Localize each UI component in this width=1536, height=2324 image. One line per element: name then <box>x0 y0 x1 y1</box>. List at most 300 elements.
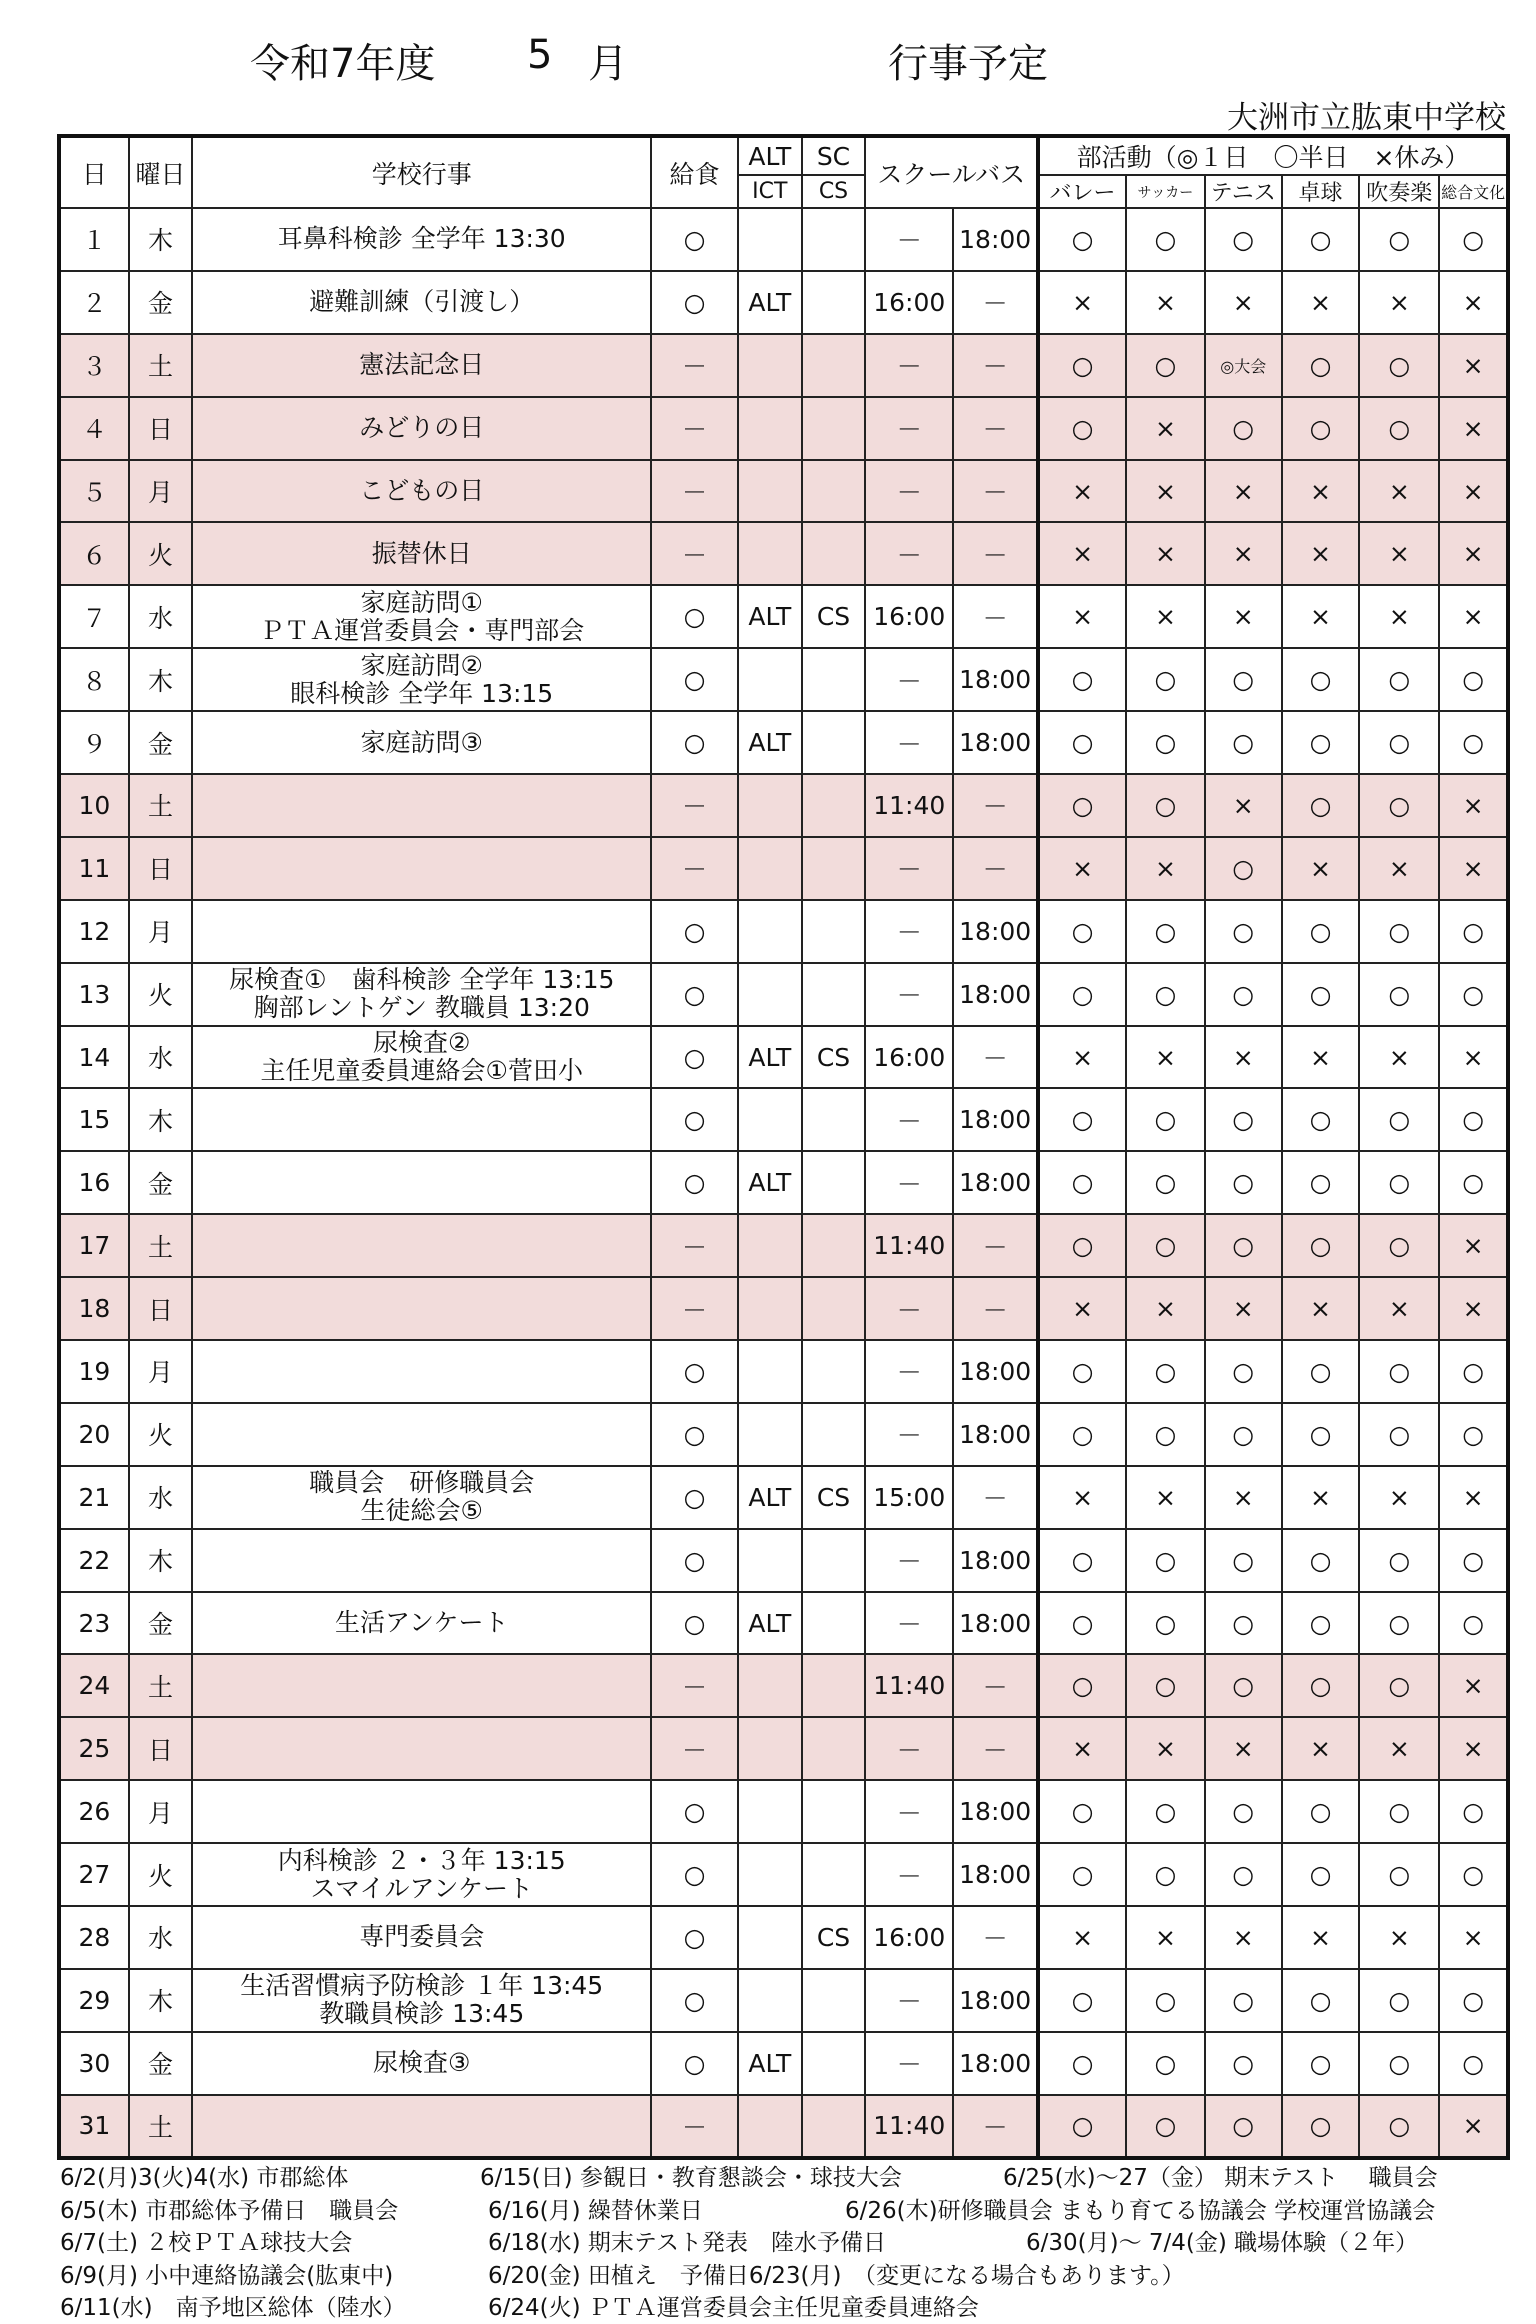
event-line-1: 生活習慣病予防検診 １年 13:45 <box>240 1971 604 2001</box>
club-soccer-cell: ○ <box>1126 1403 1205 1466</box>
header-day: 日 <box>59 136 129 208</box>
event-cell <box>192 963 651 1026</box>
bus-departure-2: 18:00 <box>953 1151 1038 1214</box>
bus-departure-2: － <box>953 1717 1038 1780</box>
weekday-cell: 土 <box>129 1654 193 1717</box>
bus-departure-1: － <box>865 1403 953 1466</box>
club-culture-cell: ○ <box>1439 1780 1508 1843</box>
bus-departure-2: － <box>953 1906 1038 1969</box>
cs-cell <box>802 711 866 774</box>
alt-cell <box>738 208 802 271</box>
club-volleyball-cell: ○ <box>1038 711 1126 774</box>
table-row <box>59 1088 1508 1151</box>
day-cell: 11 <box>59 837 129 900</box>
club-brassband-cell: ○ <box>1359 963 1439 1026</box>
club-volleyball-cell: × <box>1038 1906 1126 1969</box>
day-cell: 22 <box>59 1529 129 1592</box>
club-culture-cell: ○ <box>1439 1969 1508 2032</box>
cs-cell <box>802 1088 866 1151</box>
day-cell: ４ <box>59 397 129 460</box>
club-tabletennis-cell: ○ <box>1282 900 1360 963</box>
event-line-1: 専門委員会 <box>359 1922 485 1952</box>
event-cell <box>192 1529 651 1592</box>
event-cell <box>192 1277 651 1340</box>
weekday-cell: 金 <box>129 1151 193 1214</box>
lunch-cell: － <box>651 1214 738 1277</box>
club-tabletennis-cell: ○ <box>1282 774 1360 837</box>
day-cell: １ <box>59 208 129 271</box>
cs-cell <box>802 774 866 837</box>
club-brassband-cell: ○ <box>1359 900 1439 963</box>
table-row <box>59 1969 1508 2032</box>
club-tennis-cell: × <box>1205 1277 1282 1340</box>
alt-cell <box>738 1529 802 1592</box>
cs-cell: CS <box>802 1466 866 1529</box>
event-cell <box>192 1780 651 1843</box>
lunch-cell: ○ <box>651 1906 738 1969</box>
club-brassband-cell: × <box>1359 1717 1439 1780</box>
cs-cell <box>802 397 866 460</box>
club-brassband-cell: ○ <box>1359 1654 1439 1717</box>
bus-departure-2: － <box>953 271 1038 334</box>
club-volleyball-cell: × <box>1038 522 1126 585</box>
club-brassband-cell: ○ <box>1359 774 1439 837</box>
lunch-cell: － <box>651 1277 738 1340</box>
bus-departure-1: 11:40 <box>865 774 953 837</box>
club-tennis-cell: ○ <box>1205 648 1282 711</box>
club-brassband-cell: × <box>1359 837 1439 900</box>
club-tabletennis-cell: ○ <box>1282 397 1360 460</box>
cs-cell <box>802 837 866 900</box>
club-soccer-cell: ○ <box>1126 2095 1205 2158</box>
bus-departure-2: 18:00 <box>953 1340 1038 1403</box>
table-row <box>59 271 1508 334</box>
day-cell: 20 <box>59 1403 129 1466</box>
club-tabletennis-cell: ○ <box>1282 1529 1360 1592</box>
club-tabletennis-cell: ○ <box>1282 1843 1360 1906</box>
cs-cell <box>802 1843 866 1906</box>
bus-departure-2: 18:00 <box>953 2032 1038 2095</box>
event-line-1: 家庭訪問① <box>360 587 483 617</box>
day-cell: 17 <box>59 1214 129 1277</box>
cs-cell <box>802 2095 866 2158</box>
weekday-cell: 火 <box>129 1403 193 1466</box>
table-row <box>59 1340 1508 1403</box>
cs-cell <box>802 1403 866 1466</box>
club-culture-cell: ○ <box>1439 2032 1508 2095</box>
cs-cell: CS <box>802 1026 866 1089</box>
event-line-1: 振替休日 <box>371 538 472 568</box>
bus-departure-1: － <box>865 1529 953 1592</box>
alt-cell <box>738 774 802 837</box>
club-tabletennis-cell: × <box>1282 1466 1360 1529</box>
event-cell <box>192 460 651 523</box>
club-tennis-cell: × <box>1205 522 1282 585</box>
title-month-number: 5 <box>527 32 553 78</box>
club-tabletennis-cell: ○ <box>1282 1592 1360 1655</box>
event-cell <box>192 334 651 397</box>
bus-departure-1: 11:40 <box>865 1654 953 1717</box>
footer-note: 6/11(水) 南予地区総体（陸水） <box>60 2295 406 2321</box>
weekday-cell: 水 <box>129 585 193 648</box>
club-volleyball-cell: ○ <box>1038 1088 1126 1151</box>
header-bus: スクールバス <box>865 136 1038 208</box>
cs-cell <box>802 1654 866 1717</box>
club-soccer-cell: ○ <box>1126 1151 1205 1214</box>
club-tennis-cell: × <box>1205 1026 1282 1089</box>
alt-cell <box>738 1843 802 1906</box>
event-cell <box>192 1717 651 1780</box>
lunch-cell: － <box>651 397 738 460</box>
club-culture-cell: ○ <box>1439 1403 1508 1466</box>
bus-departure-2: － <box>953 460 1038 523</box>
event-cell <box>192 1969 651 2032</box>
club-soccer-cell: ○ <box>1126 1088 1205 1151</box>
table-row <box>59 585 1508 648</box>
footer-note: 6/18(水) 期末テスト発表 陸水予備日 <box>488 2230 886 2256</box>
club-tennis-cell: × <box>1205 774 1282 837</box>
club-brassband-cell: ○ <box>1359 1214 1439 1277</box>
day-cell: 27 <box>59 1843 129 1906</box>
club-culture-cell: ○ <box>1439 1843 1508 1906</box>
bus-departure-1: － <box>865 1780 953 1843</box>
club-brassband-cell: ○ <box>1359 1529 1439 1592</box>
club-culture-cell: × <box>1439 2095 1508 2158</box>
club-culture-cell: × <box>1439 1717 1508 1780</box>
club-tennis-cell: ○ <box>1205 837 1282 900</box>
table-row <box>59 2095 1508 2158</box>
club-volleyball-cell: × <box>1038 1026 1126 1089</box>
club-volleyball-cell: ○ <box>1038 1843 1126 1906</box>
club-soccer-cell: ○ <box>1126 1214 1205 1277</box>
club-volleyball-cell: × <box>1038 1277 1126 1340</box>
alt-cell: ALT <box>738 585 802 648</box>
weekday-cell: 火 <box>129 963 193 1026</box>
event-cell <box>192 1088 651 1151</box>
alt-cell <box>738 1340 802 1403</box>
footer-note: 6/2(月)3(火)4(水) 市郡総体 <box>60 2165 349 2191</box>
weekday-cell: 木 <box>129 208 193 271</box>
cs-cell <box>802 334 866 397</box>
bus-departure-1: － <box>865 2032 953 2095</box>
event-cell <box>192 837 651 900</box>
footer-line <box>60 2289 1510 2323</box>
club-tennis-cell: ○ <box>1205 2095 1282 2158</box>
footer-note: 6/26(木)研修職員会 まもり育てる協議会 学校運営協議会 <box>845 2197 1436 2224</box>
event-cell <box>192 1403 651 1466</box>
bus-departure-1: 11:40 <box>865 2095 953 2158</box>
club-soccer-cell: × <box>1126 1906 1205 1969</box>
lunch-cell: ○ <box>651 963 738 1026</box>
alt-cell <box>738 1654 802 1717</box>
weekday-cell: 日 <box>129 397 193 460</box>
bus-departure-1: － <box>865 648 953 711</box>
lunch-cell: ○ <box>651 1969 738 2032</box>
table-row <box>59 334 1508 397</box>
table-row <box>59 1466 1508 1529</box>
club-tennis-cell: ○ <box>1205 1088 1282 1151</box>
footer-note: 6/24(火) ＰＴＡ運営委員会主任児童委員連絡会 <box>488 2295 979 2321</box>
table-row <box>59 1214 1508 1277</box>
bus-departure-1: 16:00 <box>865 1906 953 1969</box>
table-row <box>59 1151 1508 1214</box>
table-row <box>59 1780 1508 1843</box>
bus-departure-1: 11:40 <box>865 1214 953 1277</box>
cs-cell <box>802 1151 866 1214</box>
alt-cell <box>738 334 802 397</box>
day-cell: 21 <box>59 1466 129 1529</box>
bus-departure-2: － <box>953 1466 1038 1529</box>
day-cell: ２ <box>59 271 129 334</box>
day-cell: ８ <box>59 648 129 711</box>
lunch-cell: － <box>651 460 738 523</box>
cs-cell <box>802 522 866 585</box>
club-tennis-cell: ○ <box>1205 2032 1282 2095</box>
club-brassband-cell: × <box>1359 460 1439 523</box>
day-cell: 10 <box>59 774 129 837</box>
day-cell: 23 <box>59 1592 129 1655</box>
event-cell <box>192 711 651 774</box>
club-volleyball-cell: ○ <box>1038 900 1126 963</box>
day-cell: 31 <box>59 2095 129 2158</box>
title-month-char: 月 <box>588 41 628 87</box>
club-tabletennis-cell: ○ <box>1282 1654 1360 1717</box>
club-soccer-cell: × <box>1126 1026 1205 1089</box>
header-lunch: 給食 <box>651 136 738 208</box>
bus-departure-1: － <box>865 1592 953 1655</box>
table-row <box>59 1592 1508 1655</box>
club-tabletennis-cell: ○ <box>1282 334 1360 397</box>
club-soccer-cell: ○ <box>1126 1529 1205 1592</box>
lunch-cell: ○ <box>651 1026 738 1089</box>
club-volleyball-cell: ○ <box>1038 1592 1126 1655</box>
club-volleyball-cell: ○ <box>1038 1214 1126 1277</box>
bus-departure-1: － <box>865 1843 953 1906</box>
table-row <box>59 963 1508 1026</box>
club-tennis-cell: × <box>1205 585 1282 648</box>
club-culture-cell: × <box>1439 1906 1508 1969</box>
bus-departure-2: － <box>953 1654 1038 1717</box>
weekday-cell: 金 <box>129 271 193 334</box>
event-cell <box>192 1151 651 1214</box>
weekday-cell: 月 <box>129 900 193 963</box>
alt-cell: ALT <box>738 1466 802 1529</box>
club-soccer-cell: ○ <box>1126 900 1205 963</box>
club-tabletennis-cell: ○ <box>1282 2095 1360 2158</box>
lunch-cell: ○ <box>651 900 738 963</box>
club-volleyball-cell: ○ <box>1038 1529 1126 1592</box>
footer-note: 6/5(木) 市郡総体予備日 職員会 <box>60 2197 399 2224</box>
club-tennis-cell: × <box>1205 271 1282 334</box>
header-club-soccer: サッカー <box>1126 175 1205 208</box>
weekday-cell: 金 <box>129 2032 193 2095</box>
lunch-cell: ○ <box>651 1592 738 1655</box>
club-volleyball-cell: × <box>1038 1717 1126 1780</box>
footer-note: 6/16(月) 繰替休業日 <box>488 2197 703 2224</box>
table-row <box>59 208 1508 271</box>
cs-cell <box>802 1277 866 1340</box>
cs-cell <box>802 900 866 963</box>
club-volleyball-cell: × <box>1038 1466 1126 1529</box>
club-tabletennis-cell: ○ <box>1282 1780 1360 1843</box>
table-row <box>59 1717 1508 1780</box>
bus-departure-2: 18:00 <box>953 900 1038 963</box>
bus-departure-2: － <box>953 397 1038 460</box>
club-tennis-cell: ○ <box>1205 1151 1282 1214</box>
club-soccer-cell: × <box>1126 1466 1205 1529</box>
alt-cell <box>738 1717 802 1780</box>
club-brassband-cell: ○ <box>1359 334 1439 397</box>
event-cell <box>192 1906 651 1969</box>
cs-cell <box>802 1780 866 1843</box>
cs-cell <box>802 2032 866 2095</box>
header-cs: CS <box>802 175 866 208</box>
table-row <box>59 711 1508 774</box>
day-cell: ９ <box>59 711 129 774</box>
bus-departure-1: － <box>865 397 953 460</box>
alt-cell <box>738 1969 802 2032</box>
club-brassband-cell: ○ <box>1359 1969 1439 2032</box>
day-cell: 15 <box>59 1088 129 1151</box>
club-brassband-cell: ○ <box>1359 1151 1439 1214</box>
bus-departure-1: － <box>865 900 953 963</box>
club-tennis-cell: ○ <box>1205 1214 1282 1277</box>
club-culture-cell: × <box>1439 837 1508 900</box>
club-culture-cell: ○ <box>1439 900 1508 963</box>
club-brassband-cell: ○ <box>1359 648 1439 711</box>
title-bar <box>0 32 1536 92</box>
club-tabletennis-cell: ○ <box>1282 1403 1360 1466</box>
bus-departure-2: － <box>953 1277 1038 1340</box>
day-cell: 18 <box>59 1277 129 1340</box>
event-line-2: 胸部レントゲン 教職員 13:20 <box>253 993 590 1023</box>
bus-departure-2: － <box>953 585 1038 648</box>
weekday-cell: 月 <box>129 1340 193 1403</box>
alt-cell <box>738 522 802 585</box>
footer-line <box>60 2192 1510 2226</box>
alt-cell <box>738 837 802 900</box>
alt-cell: ALT <box>738 711 802 774</box>
club-culture-cell: ○ <box>1439 1151 1508 1214</box>
club-tabletennis-cell: ○ <box>1282 1088 1360 1151</box>
day-cell: 26 <box>59 1780 129 1843</box>
club-tennis-cell: ○ <box>1205 711 1282 774</box>
alt-cell <box>738 397 802 460</box>
footer-note: 6/20(金) 田植え 予備日6/23(月) （変更になる場合もあります。） <box>488 2262 1185 2289</box>
cs-cell <box>802 1717 866 1780</box>
bus-departure-1: － <box>865 522 953 585</box>
event-cell <box>192 648 651 711</box>
table-row <box>59 1277 1508 1340</box>
club-tabletennis-cell: ○ <box>1282 963 1360 1026</box>
club-volleyball-cell: ○ <box>1038 963 1126 1026</box>
table-row <box>59 648 1508 711</box>
event-cell <box>192 1466 651 1529</box>
event-line-1: 尿検査① 歯科検診 全学年 13:15 <box>229 965 615 995</box>
alt-cell: ALT <box>738 1026 802 1089</box>
club-tabletennis-cell: × <box>1282 460 1360 523</box>
club-brassband-cell: ○ <box>1359 1780 1439 1843</box>
cs-cell <box>802 1592 866 1655</box>
footer-line <box>60 2159 1510 2193</box>
club-culture-cell: ○ <box>1439 1088 1508 1151</box>
event-line-2: スマイルアンケート <box>310 1873 533 1903</box>
club-tennis-cell: ○ <box>1205 208 1282 271</box>
bus-departure-1: － <box>865 1969 953 2032</box>
club-culture-cell: × <box>1439 1654 1508 1717</box>
bus-departure-2: － <box>953 1214 1038 1277</box>
weekday-cell: 日 <box>129 1277 193 1340</box>
bus-departure-2: － <box>953 334 1038 397</box>
lunch-cell: ○ <box>651 2032 738 2095</box>
bus-departure-2: 18:00 <box>953 208 1038 271</box>
club-volleyball-cell: ○ <box>1038 1969 1126 2032</box>
club-tennis-cell: × <box>1205 1466 1282 1529</box>
title-label: 行事予定 <box>888 41 1048 87</box>
event-line-1: こどもの日 <box>359 476 485 505</box>
alt-cell: ALT <box>738 2032 802 2095</box>
day-cell: 13 <box>59 963 129 1026</box>
club-soccer-cell: × <box>1126 522 1205 585</box>
club-soccer-cell: × <box>1126 837 1205 900</box>
club-soccer-cell: × <box>1126 397 1205 460</box>
club-volleyball-cell: ○ <box>1038 2032 1126 2095</box>
event-cell <box>192 1654 651 1717</box>
table-row <box>59 774 1508 837</box>
event-line-2: 教職員検診 13:45 <box>319 1999 525 2029</box>
club-tabletennis-cell: ○ <box>1282 2032 1360 2095</box>
event-cell <box>192 2032 651 2095</box>
weekday-cell: 木 <box>129 1529 193 1592</box>
club-soccer-cell: ○ <box>1126 774 1205 837</box>
header-club-brassband: 吹奏楽 <box>1359 175 1439 208</box>
event-line-1: 家庭訪問③ <box>360 727 483 757</box>
lunch-cell: ○ <box>651 1151 738 1214</box>
club-volleyball-cell: ○ <box>1038 1403 1126 1466</box>
event-line-1: 生活アンケート <box>334 1608 509 1638</box>
club-soccer-cell: ○ <box>1126 1843 1205 1906</box>
lunch-cell: ○ <box>651 1780 738 1843</box>
bus-departure-2: 18:00 <box>953 963 1038 1026</box>
club-volleyball-cell: ○ <box>1038 334 1126 397</box>
header-club-tabletennis: 卓球 <box>1282 175 1360 208</box>
schedule-table <box>57 134 1510 2160</box>
bus-departure-2: 18:00 <box>953 1843 1038 1906</box>
event-line-1: 尿検査③ <box>373 2048 471 2078</box>
club-tabletennis-cell: × <box>1282 1277 1360 1340</box>
alt-cell <box>738 460 802 523</box>
club-brassband-cell: ○ <box>1359 397 1439 460</box>
club-brassband-cell: × <box>1359 522 1439 585</box>
footer-line <box>60 2224 1510 2258</box>
club-brassband-cell: × <box>1359 585 1439 648</box>
club-brassband-cell: ○ <box>1359 1088 1439 1151</box>
club-volleyball-cell: × <box>1038 837 1126 900</box>
club-brassband-cell: ○ <box>1359 2032 1439 2095</box>
weekday-cell: 土 <box>129 334 193 397</box>
club-culture-cell: × <box>1439 460 1508 523</box>
club-tabletennis-cell: × <box>1282 271 1360 334</box>
cs-cell <box>802 1214 866 1277</box>
weekday-cell: 木 <box>129 648 193 711</box>
day-cell: 19 <box>59 1340 129 1403</box>
club-brassband-cell: ○ <box>1359 1843 1439 1906</box>
cs-cell <box>802 271 866 334</box>
day-cell: ７ <box>59 585 129 648</box>
club-tabletennis-cell: × <box>1282 585 1360 648</box>
weekday-cell: 日 <box>129 1717 193 1780</box>
school-name: 大洲市立肱東中学校 <box>1227 100 1506 136</box>
